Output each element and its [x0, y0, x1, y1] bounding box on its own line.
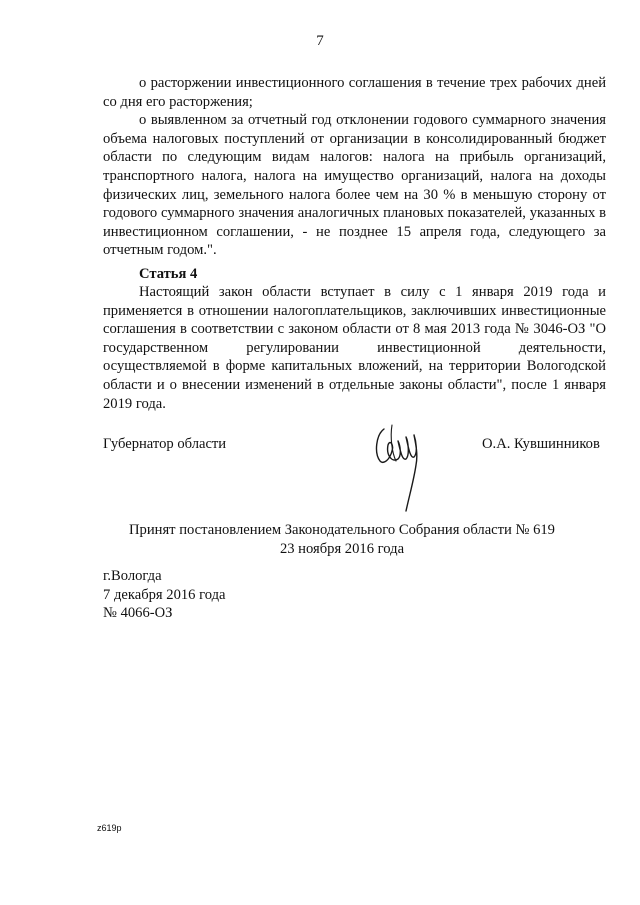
footer-code: z619p [97, 823, 122, 833]
governor-name: О.А. Кувшинников [482, 436, 600, 452]
adoption-line-1: Принят постановлением Законодательного Собрания области № 619 [129, 522, 555, 538]
adoption-note [0, 521, 640, 558]
page-number: 7 [316, 33, 324, 49]
article-text: Настоящий закон области вступает в силу с 1 января 2019 года и применяется в отношении налогоплательщиков, заключивших инвестиционные соглашения в соответствии с законом области от 8 мая 2013 года № 3046-ОЗ "О государственном регулировании инвестиционной деятельности, осуществляемой в форме капитальных вложений, на территории Вологодской области и о внесении изменений в отдельные законы области", после 1 января 2019 года. [103, 284, 606, 412]
article-heading: Статья 4 [139, 266, 198, 282]
body-text-top [103, 74, 606, 260]
law-number: № 4066-ОЗ [103, 605, 173, 622]
city: г.Вологда [103, 568, 162, 584]
adoption-line-2: 23 ноября 2016 года [279, 540, 405, 557]
place-date-number [103, 567, 226, 623]
handwritten-signature [370, 415, 440, 515]
article-body [103, 283, 606, 413]
governor-title: Губернатор области [103, 436, 227, 452]
paragraph-tax-deviation-notice: о выявленном за отчетный год отклонении годового суммарного значения объема налоговых поступлений от организации в консолидированный бюджет области по следующим видам налогов: налога на прибыль организаций, транспортного налога, налога на имущество организаций, налога на доходы физических лиц, земельного налога более чем на 30 % в меньшую сторону от годового суммарного значения аналогичных плановых показателей, указанных в инвестиционном соглашении, - не позднее 15 апреля года, следующего за отчетным годом.". [103, 112, 606, 259]
paragraph-termination-notice: о расторжении инвестиционного соглашения в течение трех рабочих дней со дня его расторжения; [103, 75, 606, 110]
signing-date: 7 декабря 2016 года [103, 586, 226, 603]
